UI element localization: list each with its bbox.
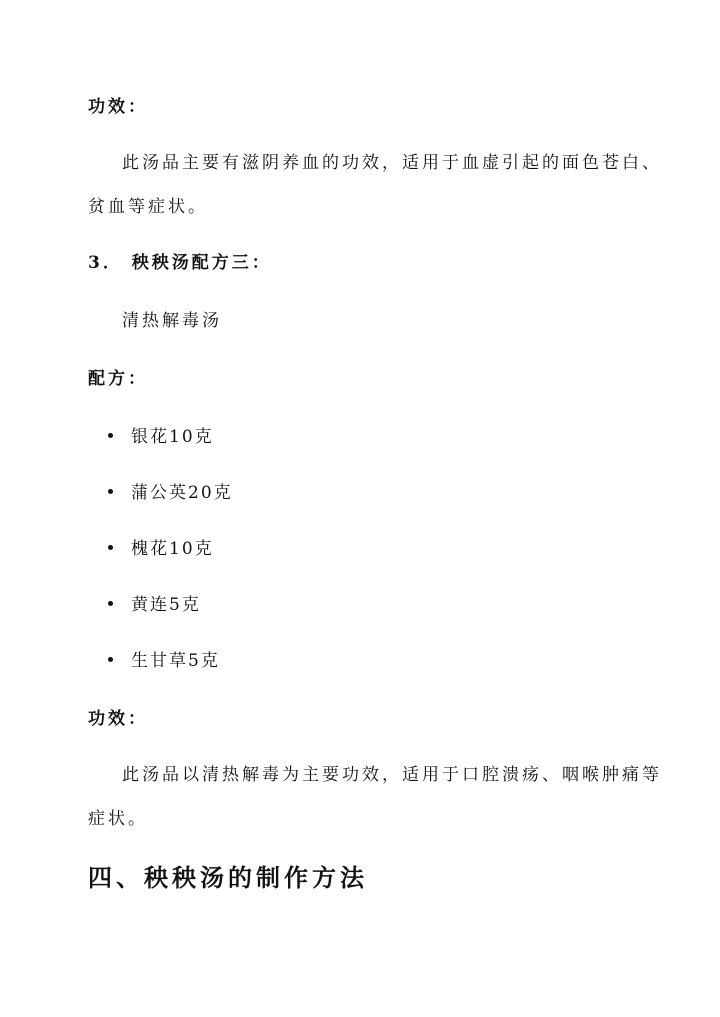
- ingredient-text: 槐花10克: [131, 539, 214, 559]
- ingredient-item: [108, 534, 214, 559]
- effect-2-text-line-2: 症状。: [88, 809, 148, 829]
- effect-2-text-line-1: 此汤品以清热解毒为主要功效，适用于口腔溃疡、咽喉肿痛等: [122, 765, 662, 785]
- effect-text-line-1: 此汤品主要有滋阴养血的功效，适用于血虚引起的面色苍白、: [122, 153, 662, 173]
- ingredient-text: 蒲公英20克: [131, 483, 233, 503]
- ingredient-text: 银花10克: [131, 427, 214, 447]
- ingredient-text: 生甘草5克: [131, 651, 220, 671]
- formula-label: 配方：: [88, 369, 148, 389]
- bullet-icon: [108, 545, 113, 550]
- bullet-icon: [108, 601, 113, 606]
- recipe-3-name: 清热解毒汤: [122, 311, 222, 331]
- ingredient-text: 黄连5克: [131, 595, 201, 615]
- ingredient-item: [108, 590, 201, 615]
- section-4-heading: 四、秧秧汤的制作方法: [88, 863, 368, 892]
- bullet-icon: [108, 657, 113, 662]
- ingredient-item: [108, 478, 233, 503]
- recipe-3-heading: 3． 秧秧汤配方三：: [88, 253, 272, 273]
- effect-text-line-2: 贫血等症状。: [88, 197, 208, 217]
- effect-label: 功效：: [88, 97, 148, 117]
- bullet-icon: [108, 433, 113, 438]
- bullet-icon: [108, 489, 113, 494]
- ingredient-item: [108, 422, 214, 447]
- effect-label-2: 功效：: [88, 709, 148, 729]
- ingredient-item: [108, 646, 220, 671]
